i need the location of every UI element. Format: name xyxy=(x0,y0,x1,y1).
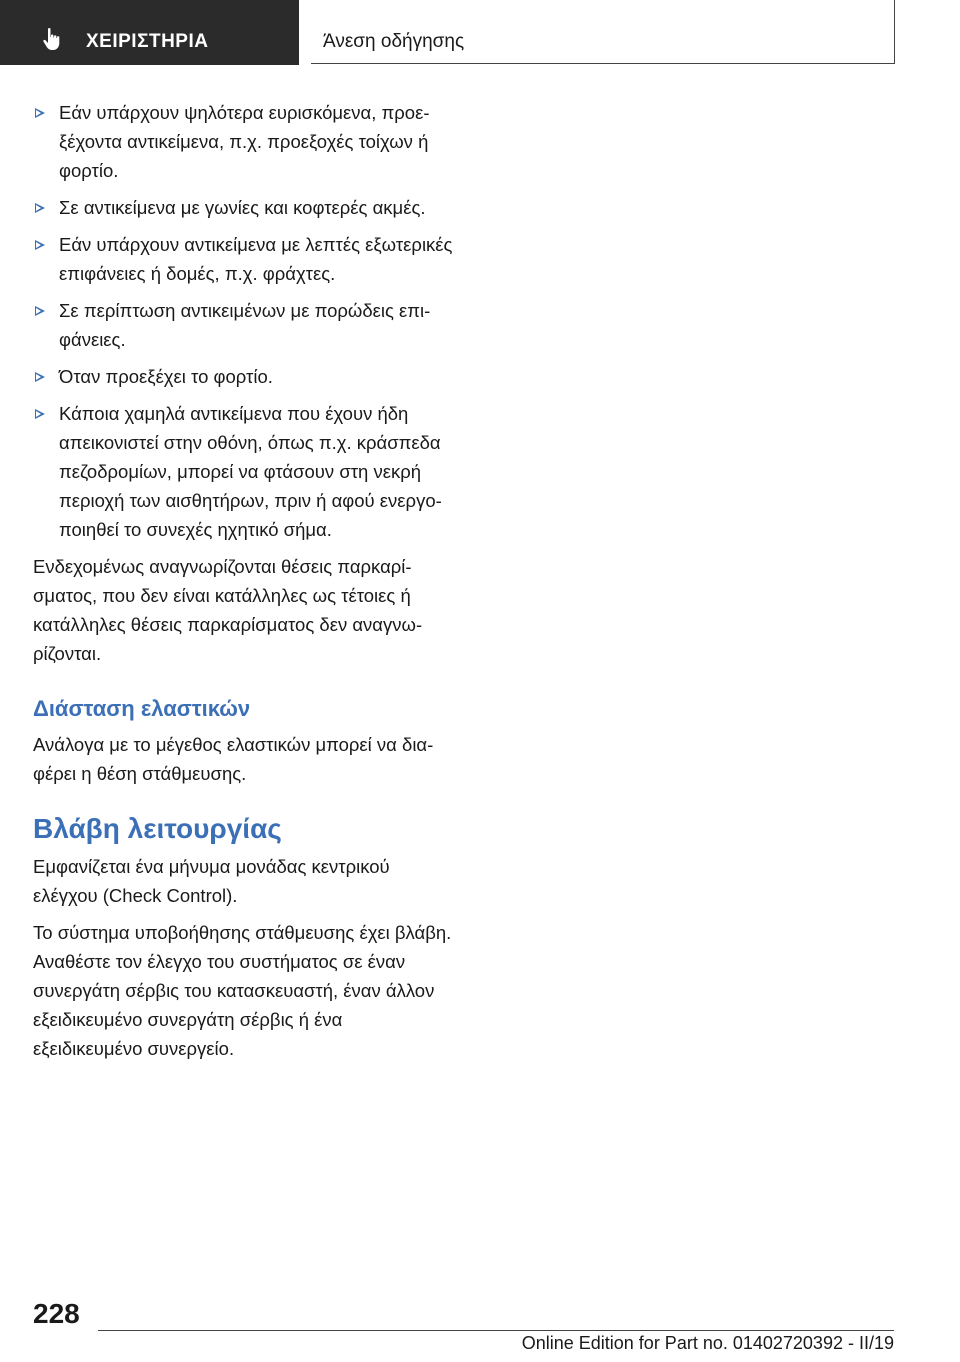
malfunction-message-text: Εμφανίζεται ένα μήνυμα μονάδας κεντρικού ελέγχου (Check Control). xyxy=(33,856,390,906)
page-number: 228 xyxy=(33,1298,80,1329)
triangle-bullet-icon xyxy=(35,409,45,419)
tire-size-text: Ανάλογα με το μέγεθος ελαστικών μπορεί να διαφέρει η θέση στάθμευσης. xyxy=(33,734,434,784)
header-section-tab xyxy=(311,0,895,64)
malfunction-service-text: Το σύστημα υποβοήθησης στάθμευσης έχει βλάβη. Αναθέστε τον έλεγχο του συστήματος σε έναν συνεργάτη σέρβις του κατασκευαστή, έναν άλλον εξειδικευμένο συνεργάτη σέρβις ή ένα εξειδικευμένο συνεργείο. xyxy=(33,922,452,1059)
list-item: Σε αντικείμενα με γωνίες και κοφτερές ακμές. xyxy=(33,193,453,222)
list-item: Εάν υπάρχουν αντικείμενα με λεπτές εξωτερικές επιφάνειες ή δομές, π.χ. φράχτες. xyxy=(33,230,453,288)
parking-space-note: Ενδεχομένως αναγνωρίζονται θέσεις παρκαρίσματος, που δεν είναι κατάλληλες ως τέτοιες ή κατάλληλες θέσεις παρκαρίσματος δεν αναγνωρίζονται. xyxy=(33,556,423,664)
footer-divider xyxy=(98,1330,894,1331)
list-item: Όταν προεξέχει το φορτίο. xyxy=(33,362,453,391)
triangle-bullet-icon xyxy=(35,240,45,250)
list-item: Σε περίπτωση αντικειμένων με πορώδεις επιφάνειες. xyxy=(33,296,453,354)
list-item: Εάν υπάρχουν ψηλότερα ευρισκόμενα, προεξέχοντα αντικείμενα, π.χ. προεξοχές τοίχων ή φορτίο. xyxy=(33,98,453,185)
section-title: Άνεση οδήγησης xyxy=(323,31,465,52)
list-item: Κάποια χαμηλά αντικείμενα που έχουν ήδη απεικονιστεί στην οθόνη, όπως π.χ. κράσπεδα πεζοδρομίων, μπορεί να φτάσουν στη νεκρή περιοχή των αισθητήρων, πριν ή αφού ενεργοποιηθεί το συνεχές ηχητικό σήμα. xyxy=(33,399,453,544)
triangle-bullet-icon xyxy=(35,108,45,118)
hand-pointer-icon xyxy=(40,26,66,52)
triangle-bullet-icon xyxy=(35,203,45,213)
bullet-list xyxy=(33,98,453,544)
header-manual-tab xyxy=(0,0,299,65)
triangle-bullet-icon xyxy=(35,306,45,316)
page-content xyxy=(33,98,453,1071)
tire-size-heading: Διάσταση ελαστικών xyxy=(33,696,251,721)
edition-text: Online Edition for Part no. 01402720392 - II/19 xyxy=(521,1333,894,1353)
triangle-bullet-icon xyxy=(35,372,45,382)
malfunction-heading: Βλάβη λειτουργίας xyxy=(33,813,282,844)
manual-label: ΧΕΙΡΙΣΤΗΡΙΑ xyxy=(86,31,209,52)
